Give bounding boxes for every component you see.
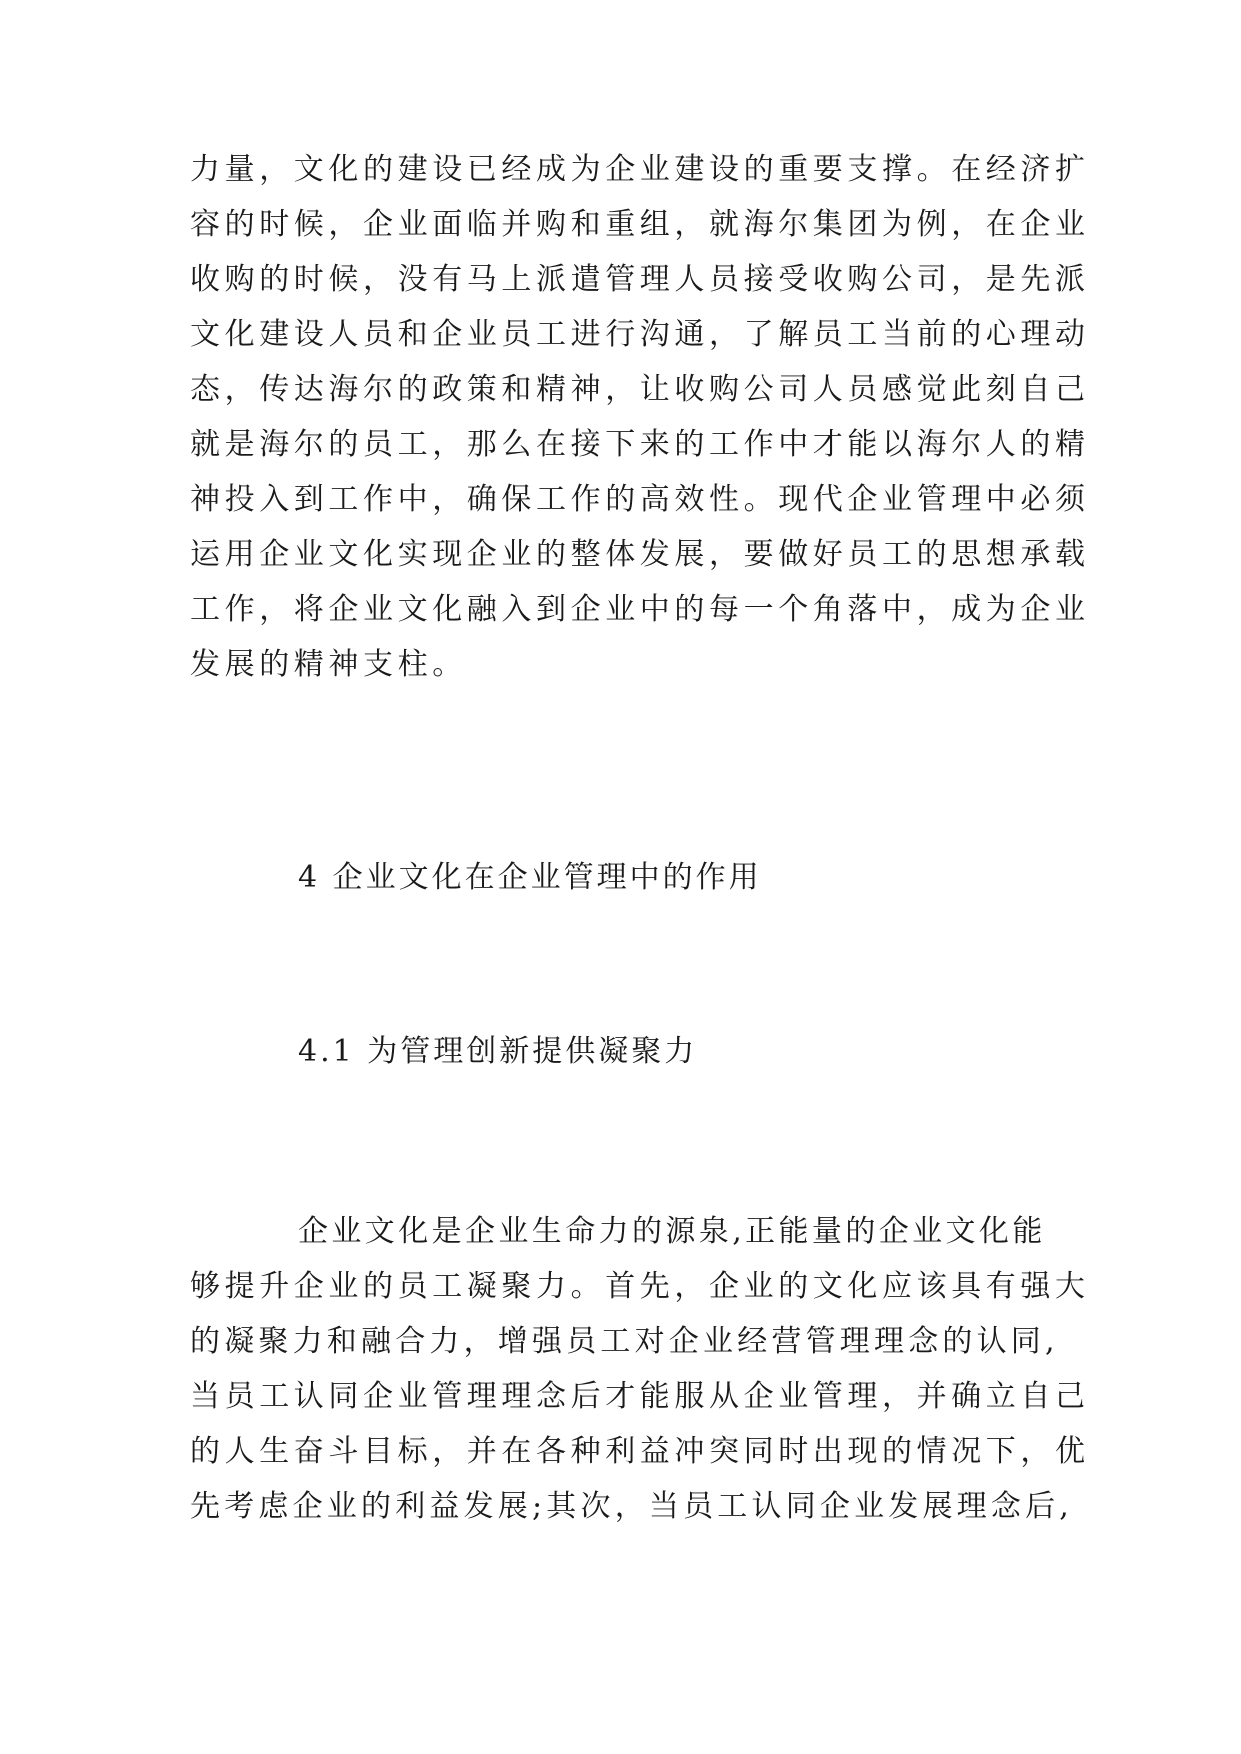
paragraph-line: 容的时候，企业面临并购和重组，就海尔集团为例，在企业	[190, 207, 1090, 242]
subsection-heading: 4.1 为管理创新提供凝聚力	[298, 1034, 698, 1069]
paragraph-line: 就是海尔的员工，那么在接下来的工作中才能以海尔人的精	[190, 427, 1090, 462]
paragraph-line: 工作，将企业文化融入到企业中的每一个角落中，成为企业	[190, 592, 1090, 627]
paragraph-line: 神投入到工作中，确保工作的高效性。现代企业管理中必须	[190, 482, 1090, 517]
paragraph-line: 当员工认同企业管理理念后才能服从企业管理，并确立自己	[190, 1379, 1090, 1414]
paragraph-line: 文化建设人员和企业员工进行沟通，了解员工当前的心理动	[190, 317, 1090, 352]
paragraph-line: 企业文化是企业生命力的源泉,正能量的企业文化能	[298, 1214, 1046, 1249]
paragraph-line: 运用企业文化实现企业的整体发展，要做好员工的思想承载	[190, 537, 1090, 572]
paragraph-line: 发展的精神支柱。	[190, 647, 467, 682]
paragraph-line: 的人生奋斗目标，并在各种利益冲突同时出现的情况下，优	[190, 1434, 1090, 1469]
section-heading: 4 企业文化在企业管理中的作用	[298, 860, 762, 895]
paragraph-line: 够提升企业的员工凝聚力。首先，企业的文化应该具有强大	[190, 1269, 1090, 1304]
paragraph-line: 态，传达海尔的政策和精神，让收购公司人员感觉此刻自己	[190, 372, 1090, 407]
paragraph-line: 力量，文化的建设已经成为企业建设的重要支撑。在经济扩	[190, 152, 1090, 187]
paragraph-line: 的凝聚力和融合力，增强员工对企业经营管理理念的认同,	[190, 1324, 1059, 1359]
paragraph-line: 先考虑企业的利益发展;其次，当员工认同企业发展理念后,	[190, 1489, 1074, 1524]
paragraph-line: 收购的时候，没有马上派遣管理人员接受收购公司，是先派	[190, 262, 1090, 297]
